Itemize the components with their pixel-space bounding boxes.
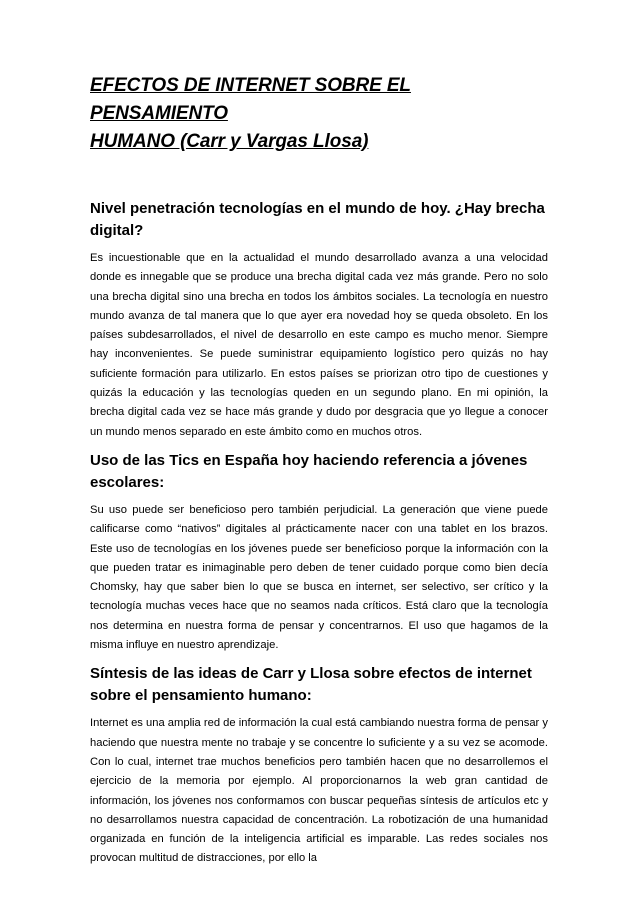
- section-heading-sintesis: Síntesis de las ideas de Carr y Llosa sobre efectos de internet sobre el pensamiento humano:: [90, 665, 532, 705]
- title-line-2: HUMANO (Carr y Vargas Llosa): [90, 131, 369, 152]
- section-heading-brecha-digital: Nivel penetración tecnologías en el mundo de hoy. ¿Hay brecha digital?: [90, 200, 545, 239]
- section-body-tics-espana: Su uso puede ser beneficioso pero también perjudicial. La generación que viene puede calificarse como “nativos” digitales al prácticamente nacer con una tablet en los brazos. Este uso de tecnologías en los jóvenes puede ser beneficioso porque la información con la que pueden tratar es inimaginable pero deben de tener cuidado porque como bien decía Chomsky, hay que saber bien lo que se busca en internet, ser selectivo, ser crítico y la tecnología muchas veces hace que no seamos nada críticos. Está claro que la tecnología nos determina en nuestra forma de pensar y concentrarnos. El uso que hagamos de la misma influye en nuestro aprendizaje.: [90, 503, 548, 652]
- document-title: [90, 72, 548, 156]
- title-line-1: EFECTOS DE INTERNET SOBRE EL PENSAMIENTO: [90, 75, 411, 124]
- section-body-brecha-digital: Es incuestionable que en la actualidad el mundo desarrollado avanza a una velocidad donde es innegable que se produce una brecha digital cada vez más grande. Pero no solo una brecha digital sino una brecha en todos los ámbitos sociales. La tecnología en nuestro mundo avanza de tal manera que lo que ayer era novedad hoy se queda obsoleto. En los países subdesarrollados, el nivel de desarrollo en este campo es mucho menor. Siempre hay inconvenientes. Se puede suministrar equipamiento logístico pero quizás no hay suficiente formación para utilizarlo. En estos países se priorizan otro tipo de cuestiones y quizás la educación y las tecnologías queden en un segundo plano. En mi opinión, la brecha digital cada vez se hace más grande y dudo por desgracia que yo llegue a conocer un mundo menos separado en este ámbito como en muchos otros.: [90, 252, 548, 438]
- section-body-sintesis: Internet es una amplia red de información la cual está cambiando nuestra forma de pensar y haciendo que nuestra mente no trabaje y se concentre lo suficiente y a su vez se acomode. Con lo cual, internet trae muchos beneficios pero también hacen que no desarrollemos el ejercicio de la memoria por ejemplo. Al proporcionarnos la web gran cantidad de información, los jóvenes nos conformamos con buscar pequeñas síntesis de artículos etc y no desarrollamos nuestra capacidad de concentración. La robotización de una humanidad organizada en función de la inteligencia artificial es imparable. Las redes sociales nos provocan multitud de distracciones, por ello la: [90, 717, 548, 865]
- section-heading-tics-espana: Uso de las Tics en España hoy haciendo referencia a jóvenes escolares:: [90, 451, 528, 491]
